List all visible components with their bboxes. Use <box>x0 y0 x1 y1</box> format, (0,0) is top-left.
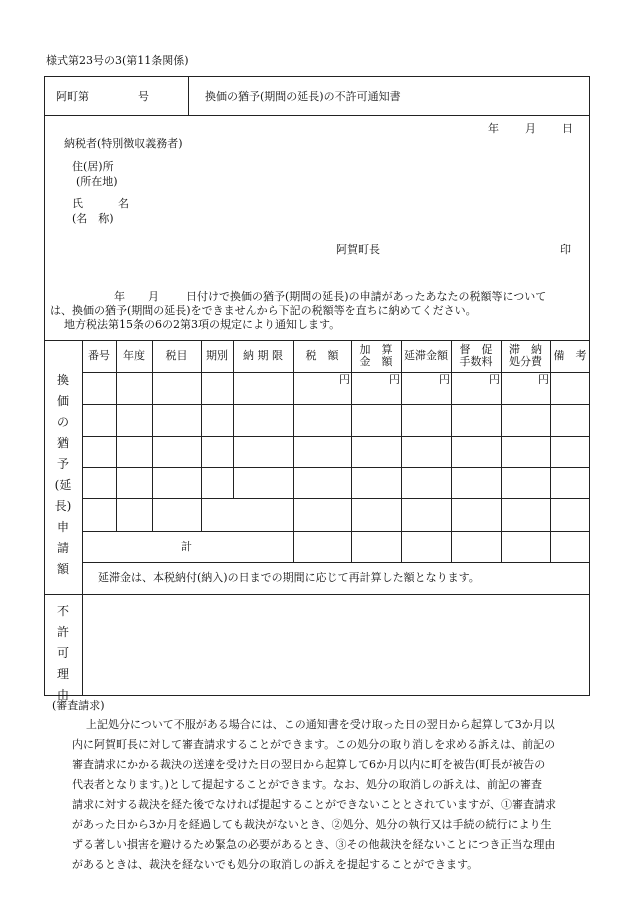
header-additional <box>351 340 401 372</box>
row-line <box>82 562 590 563</box>
review-line: 請求に対する裁決を経た後でなければ提起することができないこととされていますが、①審査請求 <box>72 798 556 811</box>
taxpayer-label: 納税者(特別徴収義務者) <box>64 137 183 150</box>
review-heading: (審査請求) <box>52 699 105 712</box>
document-title: 換価の猶予(期間の延長)の不許可通知書 <box>205 90 401 103</box>
header-additional-line1: 加 算 <box>359 343 393 356</box>
row-line <box>82 372 590 373</box>
form-frame <box>44 76 590 696</box>
row-line <box>82 467 590 468</box>
name-sub-label: (名 称) <box>72 212 114 225</box>
col-divider <box>501 340 502 562</box>
row-line <box>82 436 590 437</box>
body-line3: 地方税法第15条の6の2第3項の規定により通知します。 <box>64 318 341 331</box>
reason-top-line <box>44 594 590 595</box>
town-number-label: 阿町第 <box>56 90 89 103</box>
yen-mark: 円 <box>389 373 400 386</box>
issuer-seal: 印 <box>560 243 571 256</box>
yen-mark: 円 <box>538 373 549 386</box>
total-label: 計 <box>181 540 192 553</box>
row-line <box>82 498 590 499</box>
date-year: 年 <box>488 122 499 135</box>
reason-label: 不許可理由 <box>56 604 69 702</box>
col-divider <box>401 340 402 562</box>
body-line2: は、換価の猶予(期間の延長)をできませんから下記の税額等を直ちに納めてください。 <box>50 304 477 317</box>
review-line: 審査請求にかかる裁決の送達を受けた日の翌日から起算して6か月以内に町を被告(町長が被告の <box>72 758 546 771</box>
review-line: ずる著しい損害を避けるため緊急の必要があるとき、③その他裁決を経ないことにつき正当な理由 <box>72 838 556 851</box>
row-line <box>82 531 590 532</box>
header-period: 期別 <box>206 349 228 362</box>
form-id: 様式第23号の3(第11条関係) <box>46 54 189 67</box>
side-label: 換価の猶予(延長)申請額 <box>54 373 72 576</box>
header-tax-item: 税目 <box>165 349 188 362</box>
header-deadline: 納 期 限 <box>243 349 283 362</box>
header-tax-amount: 税 額 <box>305 349 339 362</box>
review-line: 内に阿賀町長に対して審査請求することができます。この処分の取り消しを求める訴えは、前記の <box>72 738 556 751</box>
address-label: 住(居)所 <box>72 160 114 173</box>
body-month: 月 <box>148 290 159 303</box>
yen-mark: 円 <box>439 373 450 386</box>
address-sub-label: (所在地) <box>76 175 118 188</box>
col-divider <box>451 340 452 562</box>
header-delinquency: 延滞金額 <box>404 349 448 362</box>
name-label-2: 名 <box>118 197 129 210</box>
header-disposal-line1: 滞 納 <box>509 343 542 356</box>
date-month: 月 <box>525 122 536 135</box>
yen-mark: 円 <box>489 373 500 386</box>
side-column-divider <box>82 340 83 696</box>
delinquency-note: 延滞金は、本税納付(納入)の日までの期間に応じて再計算した額となります。 <box>98 571 480 584</box>
header-reminder-line2: 手数料 <box>459 355 493 368</box>
review-line: があった日から3か月を経過しても裁決がないとき、②処分、処分の執行又は手続の続行により生 <box>72 818 552 831</box>
header-disposal <box>501 340 550 372</box>
row-line <box>82 404 590 405</box>
header-vertical-divider <box>188 76 189 115</box>
header-additional-line2: 金 額 <box>359 355 393 368</box>
header-disposal-line2: 処分費 <box>509 355 542 368</box>
number-suffix: 号 <box>138 90 149 103</box>
name-label-1: 氏 <box>72 197 83 210</box>
header-number: 番号 <box>88 349 110 362</box>
col-divider <box>550 340 551 562</box>
header-fiscal-year: 年度 <box>123 349 145 362</box>
body-line1: 日付けで換価の猶予(期間の延長)の申請があったあなたの税額等について <box>186 290 547 303</box>
col-divider <box>293 340 294 562</box>
yen-mark: 円 <box>339 373 350 386</box>
body-year: 年 <box>114 290 125 303</box>
header-remarks: 備 考 <box>553 349 587 362</box>
review-line: があるときは、裁決を経ないでも処分の取消しの訴えを提起することができます。 <box>72 858 479 871</box>
header-reminder-line1: 督 促 <box>459 343 493 356</box>
col-divider <box>351 340 352 562</box>
review-line: 上記処分について不服がある場合には、この通知書を受け取った日の翌日から起算して3か月以 <box>86 718 555 731</box>
date-day: 日 <box>562 122 573 135</box>
header-divider <box>44 115 590 116</box>
issuer-name: 阿賀町長 <box>336 243 380 256</box>
review-line: 代表者となります。)として提起することができます。なお、処分の取消しの訴えは、前記の審査 <box>72 778 543 791</box>
header-reminder <box>451 340 501 372</box>
